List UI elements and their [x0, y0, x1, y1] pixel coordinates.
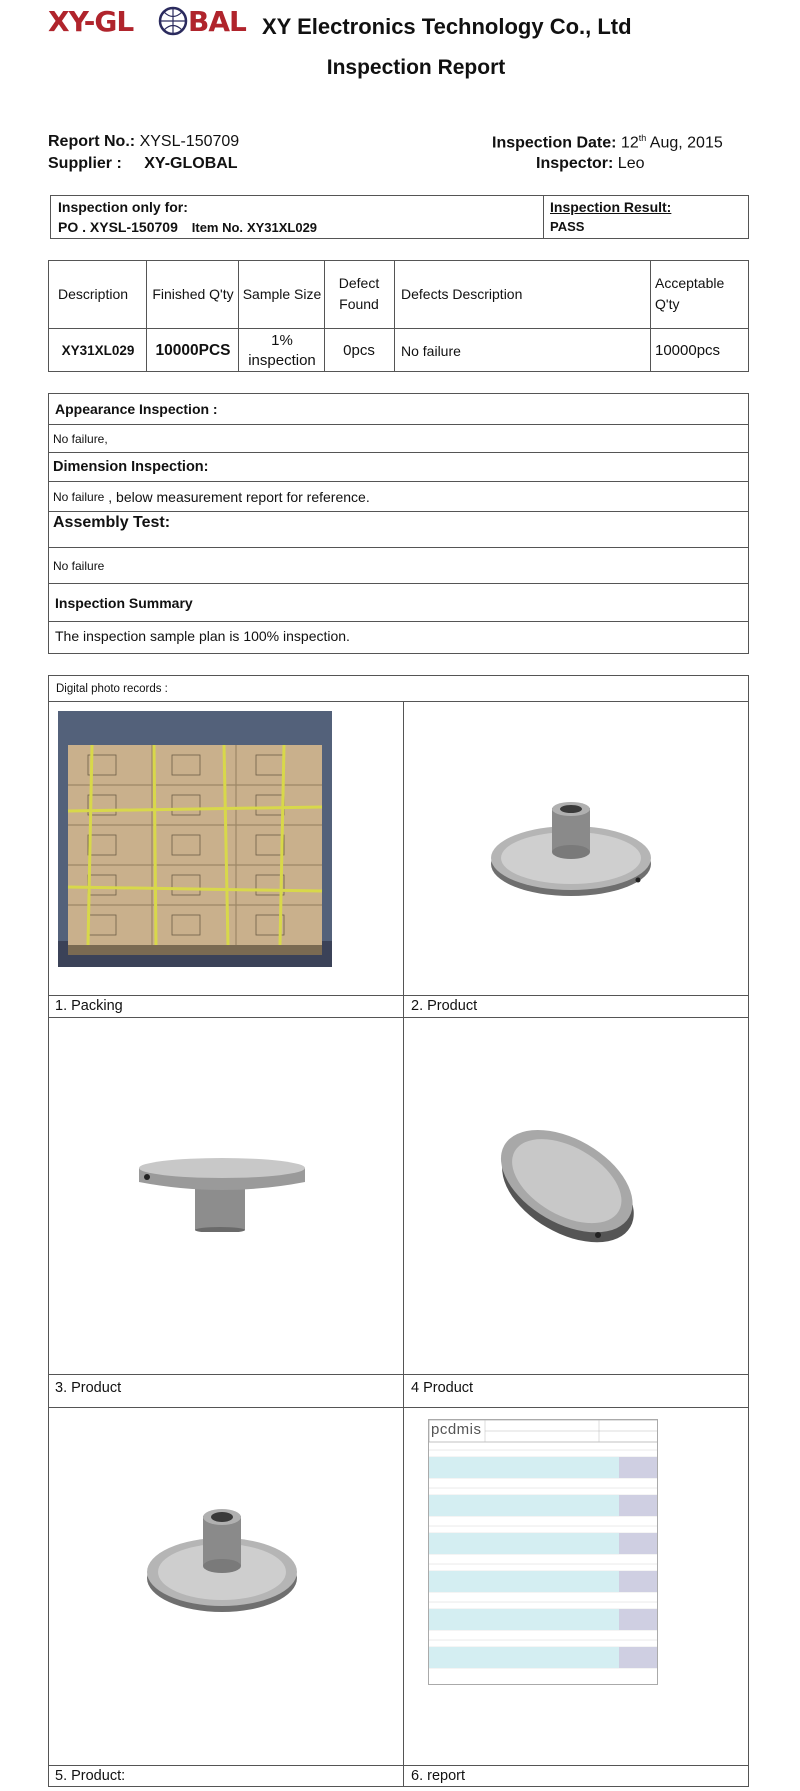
divider: [394, 260, 395, 372]
page-title: Inspection Report: [326, 56, 506, 79]
cell-finished-qty: 10000PCS: [155, 341, 231, 359]
dimension-text-a: No failure: [53, 489, 105, 504]
dimension-text: [53, 482, 370, 511]
date-sup: th: [638, 133, 647, 143]
summary-text: The inspection sample plan is 100% inspection.: [55, 628, 350, 644]
divider: [48, 424, 749, 425]
divider: [403, 701, 404, 1787]
result-label: Inspection Result:: [550, 199, 672, 215]
report-number: [48, 133, 239, 151]
divider: [48, 1374, 749, 1375]
result-value: PASS: [550, 219, 585, 234]
date-rest: Aug, 2015: [646, 134, 723, 152]
divider: [48, 547, 749, 548]
svg-text:XY-GL: XY-GL: [48, 5, 134, 38]
assembly-title: Assembly Test:: [53, 514, 171, 531]
header-defect-found: Defect Found: [338, 275, 380, 312]
divider: [48, 995, 749, 996]
po-label: PO .: [58, 219, 87, 235]
cell-defects-description: No failure: [401, 342, 461, 359]
product-photo-2: [488, 800, 654, 900]
summary-title: Inspection Summary: [55, 594, 193, 611]
po-value: XYSL-150709: [89, 219, 178, 235]
inspector: [536, 155, 645, 173]
caption-2: 2. Product: [411, 998, 478, 1014]
caption-4: 4 Product: [411, 1380, 474, 1396]
item-label: Item No.: [191, 220, 244, 235]
header-finished-qty: Finished Q'ty: [152, 285, 234, 302]
divider: [48, 701, 749, 702]
company-name: XY Electronics Technology Co., Ltd: [262, 14, 632, 39]
photo-records-title: Digital photo records :: [56, 682, 168, 695]
appearance-title: Appearance Inspection :: [55, 401, 218, 417]
company-logo: [48, 4, 250, 38]
inspection-for-label: Inspection only for:: [58, 199, 188, 215]
cell-acceptable-qty: 10000pcs: [655, 342, 721, 359]
divider: [48, 1017, 749, 1018]
divider: [48, 1765, 749, 1766]
supplier: [48, 155, 238, 173]
date-label: Inspection Date:: [492, 134, 617, 152]
caption-5: 5. Product:: [55, 1768, 126, 1784]
header-description: Description: [58, 286, 129, 302]
dimension-title: Dimension Inspection:: [53, 459, 209, 475]
supplier-label: Supplier :: [48, 155, 122, 172]
divider: [650, 260, 651, 372]
measurement-report-photo: [428, 1419, 658, 1685]
inspector-value: Leo: [617, 155, 645, 172]
cell-defect-found: 0pcs: [343, 342, 375, 359]
cell-description: XY31XL029: [61, 343, 135, 358]
assembly-text: No failure: [53, 558, 105, 573]
product-photo-3: [135, 1150, 309, 1232]
packing-photo: [58, 711, 332, 967]
po-line: [58, 219, 317, 235]
report-no-value: XYSL-150709: [139, 133, 240, 150]
dimension-text-b: , below measurement report for reference.: [104, 488, 370, 505]
inspection-date: [492, 133, 723, 152]
inspector-label: Inspector:: [536, 155, 614, 172]
product-photo-5: [145, 1502, 299, 1616]
product-photo-4: [492, 1118, 644, 1248]
divider: [238, 260, 239, 372]
report-no-label: Report No.:: [48, 133, 136, 150]
divider: [543, 195, 544, 239]
report-logo: pcdmis: [431, 1421, 482, 1438]
header-sample-size: Sample Size: [242, 285, 322, 302]
caption-6: 6. report: [411, 1768, 465, 1784]
date-day: 12: [620, 134, 639, 152]
appearance-text: No failure,: [53, 431, 108, 446]
divider: [48, 1407, 749, 1408]
header-defects-description: Defects Description: [401, 286, 523, 302]
caption-1: 1. Packing: [55, 998, 123, 1014]
item-value: XY31XL029: [246, 220, 318, 235]
divider: [324, 260, 325, 372]
caption-3: 3. Product: [55, 1380, 122, 1396]
header-acceptable-qty: Acceptable Q'ty: [655, 275, 725, 312]
divider: [146, 260, 147, 372]
cell-sample-size: 1% inspection: [248, 331, 316, 369]
supplier-value: XY-GLOBAL: [144, 155, 238, 172]
svg-text:BAL: BAL: [188, 5, 246, 38]
